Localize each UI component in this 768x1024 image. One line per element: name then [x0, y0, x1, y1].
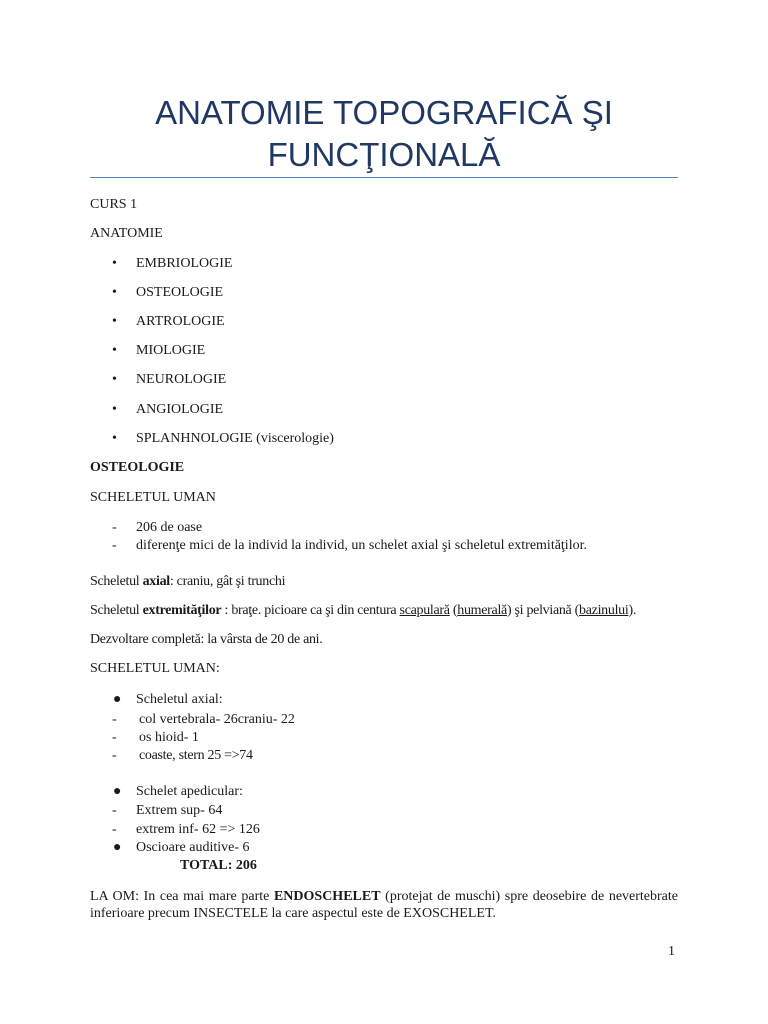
bullet-icon: ●: [113, 840, 122, 855]
bullet-icon: •: [112, 402, 117, 417]
list-item: extrem inf- 62 => 126: [136, 822, 260, 837]
bullet-icon: •: [112, 285, 117, 300]
bullet-icon: •: [112, 372, 117, 387]
list-item: EMBRIOLOGIE: [136, 256, 233, 271]
list-item: NEUROLOGIE: [136, 372, 227, 387]
osteologie-heading: OSTEOLOGIE: [90, 460, 185, 475]
dezvoltare-line: Dezvoltare completă: la vârsta de 20 de ani.: [90, 632, 323, 647]
title-underline: [90, 177, 678, 178]
list-item: SPLANHNOLOGIE (viscerologie): [136, 431, 334, 446]
dash-marker: -: [112, 712, 117, 727]
dash-marker: -: [112, 538, 117, 553]
extremitati-definition: Scheletul extremităţilor : braţe. picioare ca şi din centura scapulară (humerală) şi pelviană (bazinului).: [90, 603, 637, 618]
scheletul-uman-heading-2: SCHELETUL UMAN:: [90, 661, 220, 676]
dash-marker: -: [112, 730, 117, 745]
list-item: col vertebrala- 26craniu- 22: [139, 712, 295, 727]
oscioare-item: Oscioare auditive- 6: [136, 840, 250, 855]
dash-marker: -: [112, 803, 117, 818]
bullet-icon: •: [112, 343, 117, 358]
apendicular-section-heading: Schelet apedicular:: [136, 784, 243, 799]
axial-section-heading: Scheletul axial:: [136, 692, 223, 707]
bullet-icon: •: [112, 314, 117, 329]
bullet-icon: ●: [113, 692, 122, 707]
bullet-icon: •: [112, 431, 117, 446]
title-line-2: FUNCŢIONALĂ: [267, 136, 501, 173]
dash-marker: -: [112, 748, 117, 763]
bullet-icon: ●: [113, 784, 122, 799]
anatomie-heading: ANATOMIE: [90, 226, 163, 241]
dash-marker: -: [112, 822, 117, 837]
title-line-1: ANATOMIE TOPOGRAFICĂ ŞI: [155, 94, 613, 131]
page-number: 1: [668, 944, 675, 959]
list-item: ARTROLOGIE: [136, 314, 225, 329]
list-item: ANGIOLOGIE: [136, 402, 224, 417]
list-item: Extrem sup- 64: [136, 803, 223, 818]
list-item: diferenţe mici de la individ la individ, un schelet axial şi scheletul extremităţilor.: [136, 538, 587, 553]
course-label: CURS 1: [90, 197, 138, 212]
list-item: 206 de oase: [136, 520, 203, 535]
la-om-paragraph: LA OM: In cea mai mare parte ENDOSCHELET (protejat de muschi) spre deosebire de nevertebrate inferioare precum INSECTELE la care aspectul este de EXOSCHELET.: [90, 889, 678, 921]
dash-marker: -: [112, 520, 117, 535]
total-line: TOTAL: 206: [180, 858, 257, 873]
axial-definition: Scheletul axial: craniu, gât şi trunchi: [90, 574, 286, 589]
bullet-icon: •: [112, 256, 117, 271]
list-item: os hioid- 1: [139, 730, 199, 745]
list-item: MIOLOGIE: [136, 343, 206, 358]
list-item: coaste, stern 25 =>74: [139, 748, 253, 763]
document-title: [90, 92, 678, 176]
scheletul-uman-heading: SCHELETUL UMAN: [90, 490, 216, 505]
list-item: OSTEOLOGIE: [136, 285, 224, 300]
